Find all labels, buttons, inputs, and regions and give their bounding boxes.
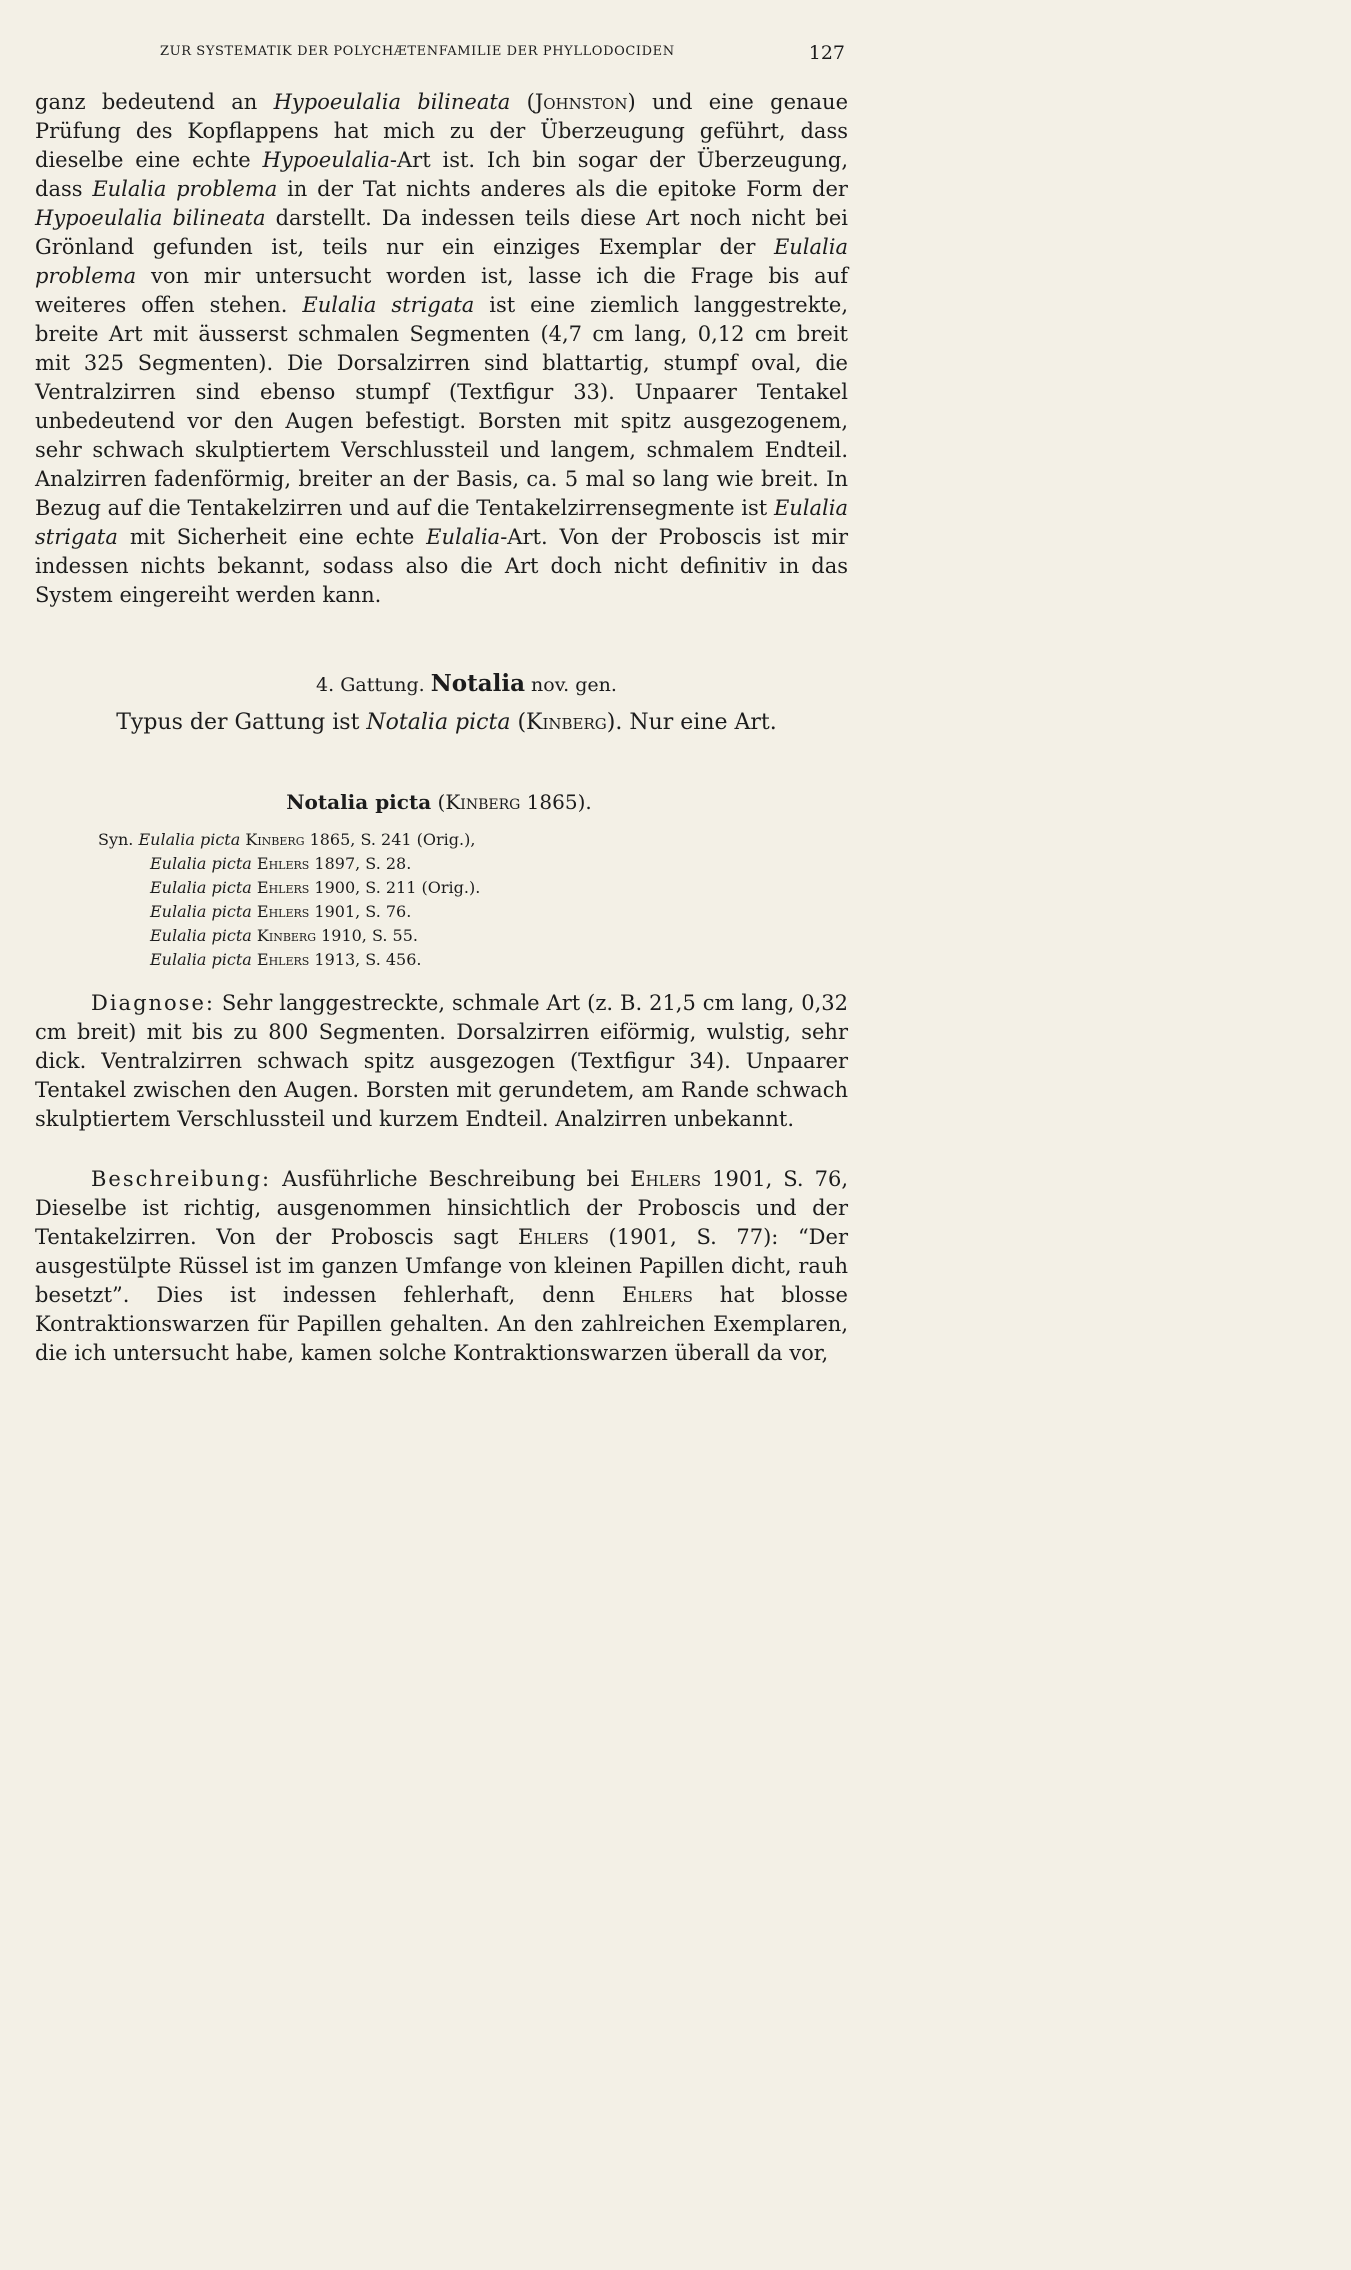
page-number: 127	[808, 42, 845, 64]
running-head: ZUR SYSTEMATIK DER POLYCHÆTENFAMILIE DER PHYLLODOCIDEN	[160, 44, 675, 59]
diagnose-paragraph: Diagnose: Sehr langgestreckte, schmale Art (z. B. 21,5 cm lang, 0,32 cm breit) mit bis zu 800 Segmenten. Dorsalzirren eiförmig, wulstig, sehr dick. Ventralzirren schwach spitz ausgezogen (Textfigur 34). Unpaarer Tentakel zwischen den Augen. Borsten mit gerundetem, am Rande schwach skulptiertem Verschlussteil und kurzem Endteil. Analzirren unbekannt.	[35, 991, 848, 1131]
diagnose-label: Diagnose:	[91, 991, 215, 1015]
synonym-entry: Syn. Eulalia picta Kinberg 1865, S. 241 (Orig.),	[98, 830, 476, 849]
synonym-entry: Eulalia picta Ehlers 1900, S. 211 (Orig.).	[150, 878, 481, 897]
synonym-entry: Eulalia picta Ehlers 1913, S. 456.	[150, 950, 422, 969]
genus-name: Notalia	[430, 670, 525, 697]
synonym-entry: Eulalia picta Ehlers 1901, S. 76.	[150, 902, 412, 921]
species-heading: Notalia picta (Kinberg 1865).	[286, 790, 592, 814]
synonym-entry: Eulalia picta Kinberg 1910, S. 55.	[150, 926, 418, 945]
synonym-entry: Eulalia picta Ehlers 1897, S. 28.	[150, 854, 412, 873]
typus-line: Typus der Gattung ist Notalia picta (Kinberg). Nur eine Art.	[116, 710, 777, 735]
beschreibung-paragraph: Beschreibung: Ausführliche Beschreibung bei Ehlers 1901, S. 76, Dieselbe ist richtig, ausgenommen hinsichtlich der Proboscis und der Tentakelzirren. Von der Proboscis sagt Ehlers (1901, S. 77): “Der ausgestülpte Rüssel ist im ganzen Umfange von kleinen Papillen dicht, rauh besetzt”. Dies ist indessen fehlerhaft, denn Ehlers hat blosse Kontraktionswarzen für Papillen gehalten. An den zahlreichen Exemplaren, die ich untersucht habe, kamen solche Kontraktionswarzen überall da vor,	[35, 1167, 848, 1365]
genus-heading: 4. Gattung. Notalia nov. gen.	[316, 670, 617, 697]
beschreibung-label: Beschreibung:	[91, 1167, 272, 1191]
synonym-list	[98, 828, 480, 972]
document-page	[0, 0, 933, 1568]
paragraph-continuation: ganz bedeutend an Hypoeulalia bilineata (Johnston) und eine genaue Prüfung des Kopflappens hat mich zu der Überzeugung geführt, dass dieselbe eine echte Hypoeulalia-Art ist. Ich bin sogar der Überzeugung, dass Eulalia problema in der Tat nichts anderes als die epitoke Form der Hypoeulalia bilineata darstellt. Da indessen teils diese Art noch nicht bei Grönland gefunden ist, teils nur ein einziges Exemplar der Eulalia problema von mir untersucht worden ist, lasse ich die Frage bis auf weiteres offen stehen. Eulalia strigata ist eine ziemlich langgestrekte, breite Art mit äusserst schmalen Segmenten (4,7 cm lang, 0,12 cm breit mit 325 Segmenten). Die Dorsalzirren sind blattartig, stumpf oval, die Ventralzirren sind ebenso stumpf (Textfigur 33). Unpaarer Tentakel unbedeutend vor den Augen befestigt. Borsten mit spitz ausgezogenem, sehr schwach skulptiertem Verschlussteil und langem, schmalem Endteil. Analzirren fadenförmig, breiter an der Basis, ca. 5 mal so lang wie breit. In Bezug auf die Tentakelzirren und auf die Tentakelzirrensegmente ist Eulalia strigata mit Sicherheit eine echte Eulalia-Art. Von der Proboscis ist mir indessen nichts bekannt, sodass also die Art doch nicht definitiv in das System eingereiht werden kann.	[35, 90, 849, 607]
